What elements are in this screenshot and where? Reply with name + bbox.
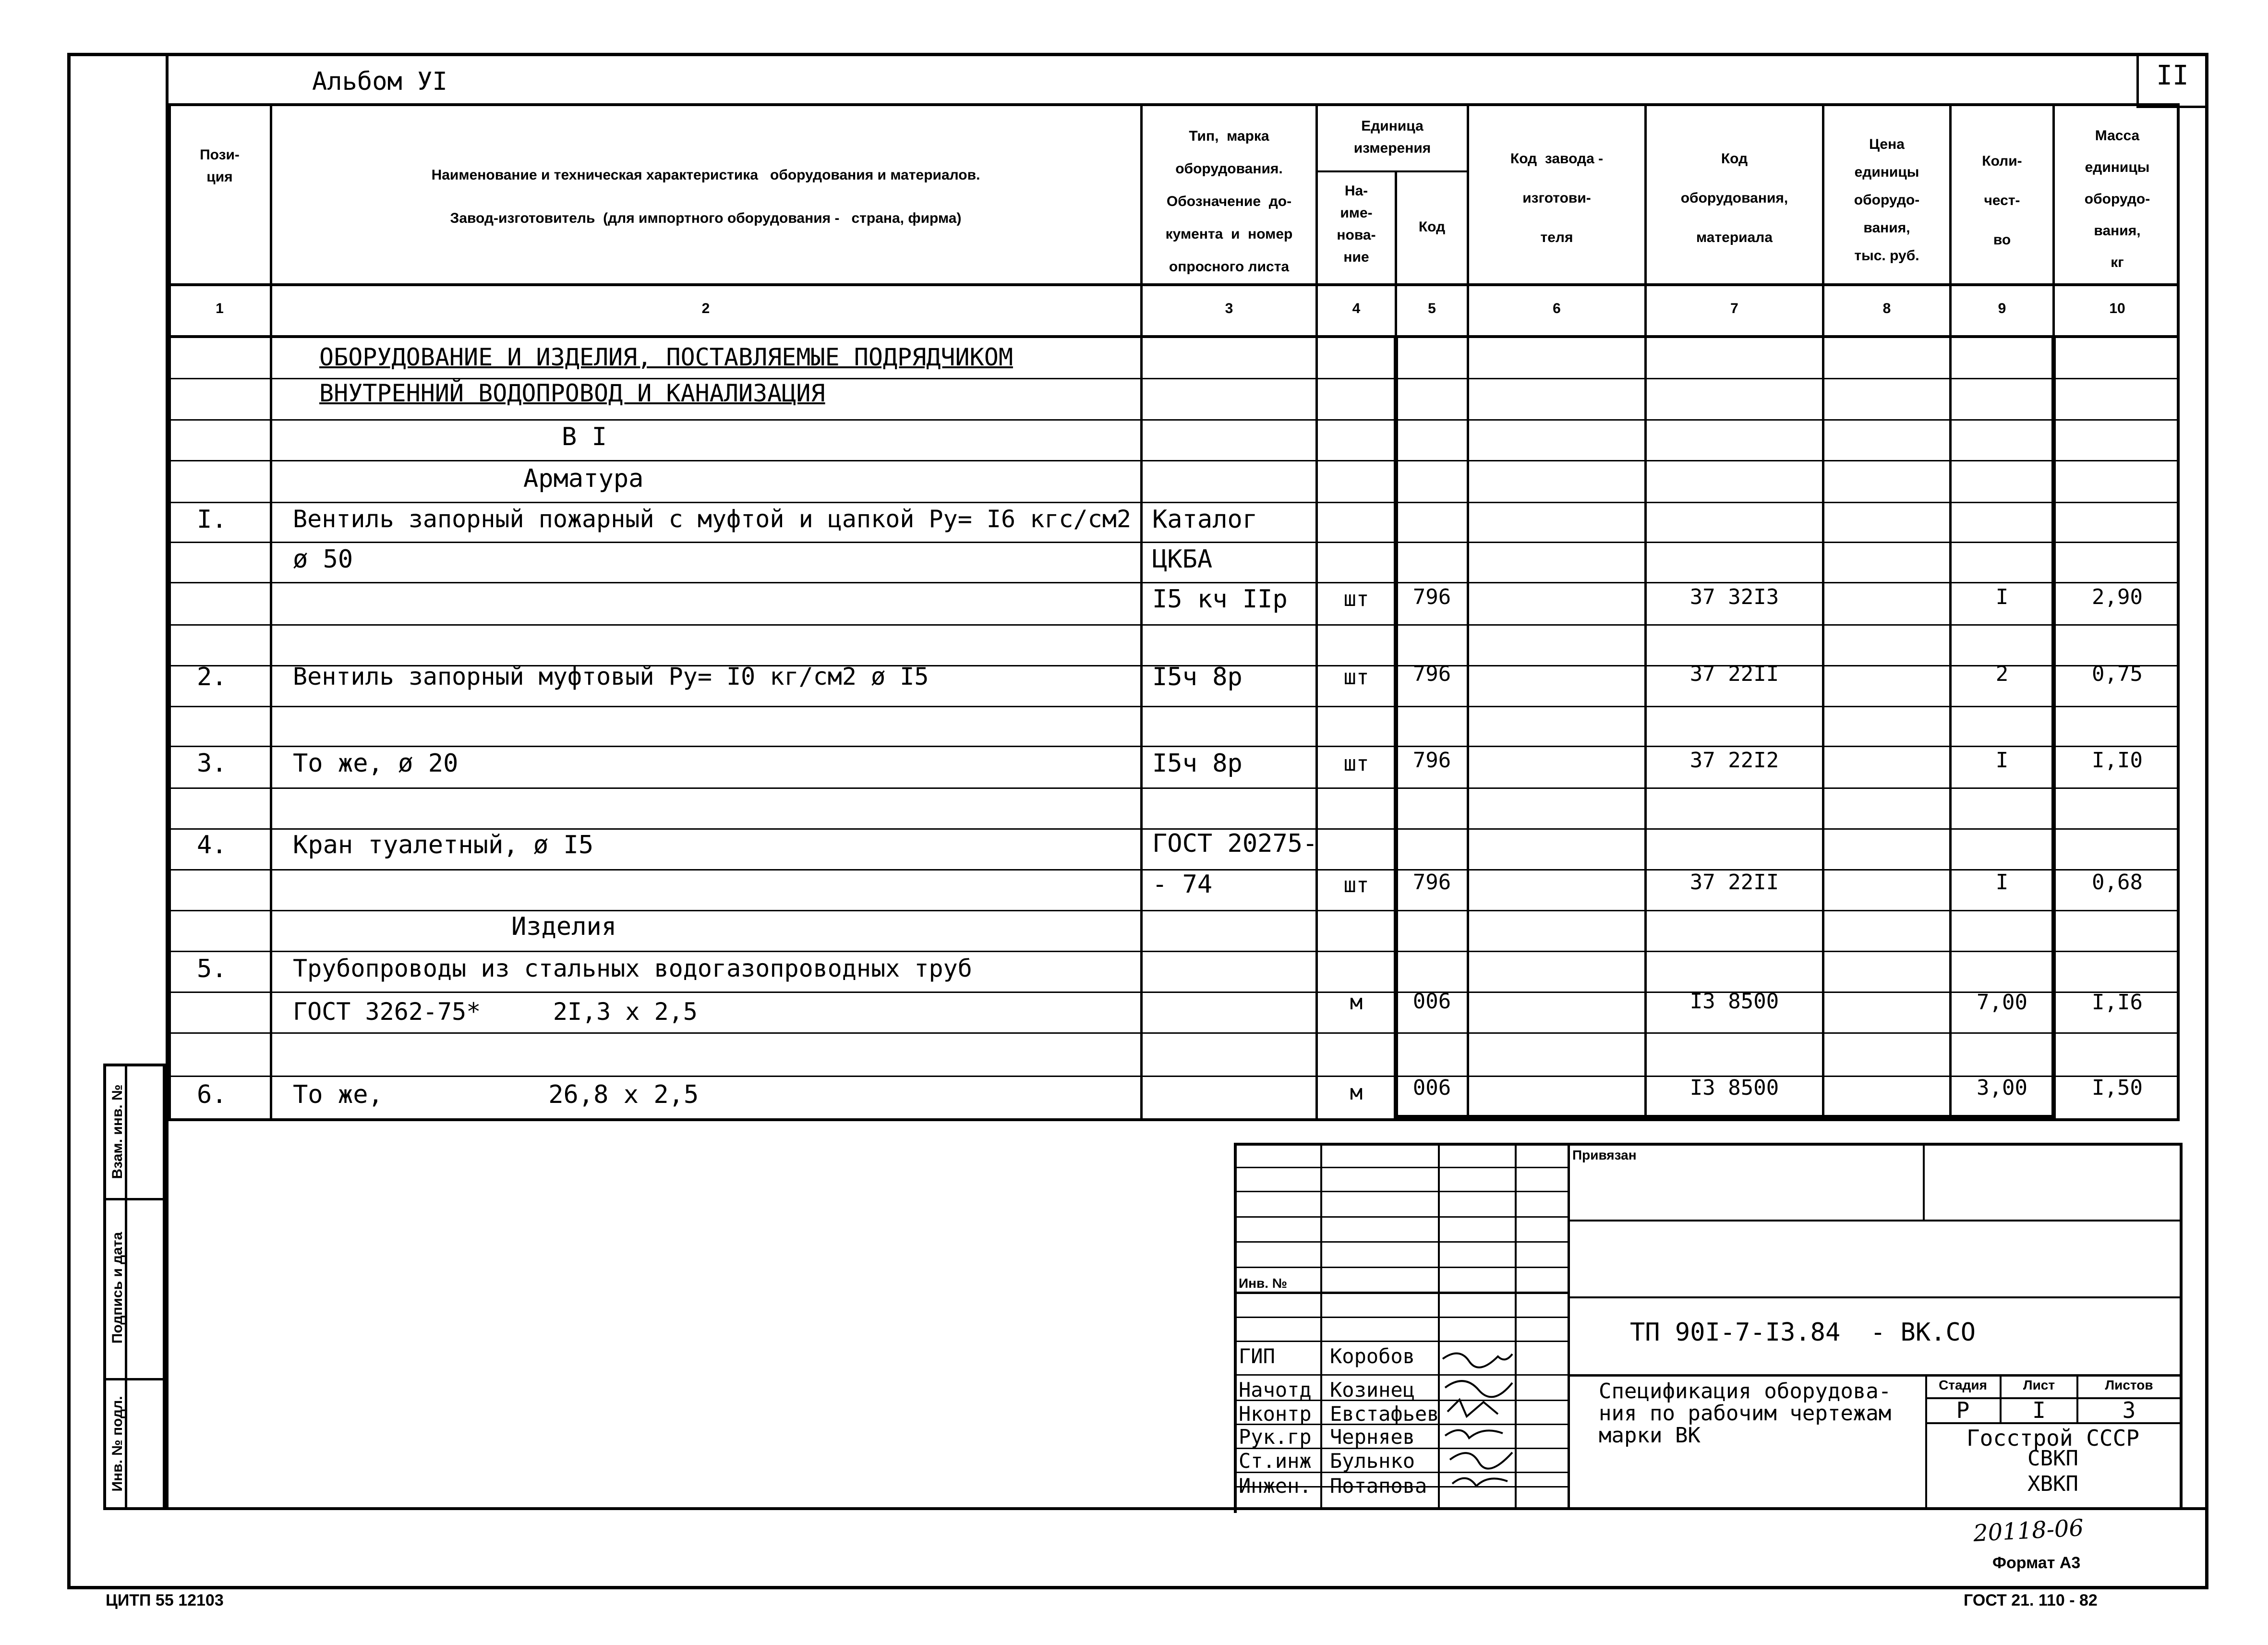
row4-code: 37 22II — [1689, 870, 1779, 895]
row2-unit: шт — [1343, 665, 1369, 689]
org-3: ХВКП — [2027, 1472, 2078, 1496]
col2-header: Наименование и техническая характеристика оборудования и материалов. Завод-изготовитель (для импортного оборудования - страна, фирма) — [431, 167, 980, 226]
row2-qty: 2 — [1995, 662, 2009, 686]
col6-header: Код завода - изготови- теля — [1510, 151, 1604, 245]
row5-mass: I,I6 — [2092, 990, 2143, 1015]
row1-type-2: ЦКБА — [1152, 545, 1213, 574]
row5-position: 5. — [197, 955, 227, 983]
system-label: В I — [562, 423, 607, 451]
row2-mass: 0,75 — [2092, 662, 2143, 686]
row6-mass: I,50 — [2092, 1076, 2143, 1100]
stage-value: Р — [1956, 1397, 1970, 1423]
row1-name: Вентиль запорный пожарный с муфтой и цапкой Ру= I6 кгс/см2 — [293, 505, 1131, 533]
col-num-10: 10 — [2109, 301, 2125, 316]
row5-code: I3 8500 — [1689, 989, 1779, 1014]
unit-group-header: Единица измерения — [1353, 118, 1431, 156]
sheet-label: Лист — [2023, 1378, 2055, 1392]
row3-unit: шт — [1343, 751, 1369, 776]
stage-label: Стадия — [1939, 1378, 1987, 1392]
col8-header: Цена единицы оборудо- вания, тыс. руб. — [1854, 136, 1920, 264]
album-label: Альбом УI — [312, 67, 447, 96]
sign-role-2: Начотд — [1239, 1378, 1312, 1402]
col4-header: На- име- нова- ние — [1337, 183, 1376, 265]
row3-code: 37 22I2 — [1689, 748, 1779, 773]
row6-unit-code: 006 — [1412, 1076, 1451, 1100]
sign-name-1: Коробов — [1330, 1344, 1415, 1368]
doc-description: Спецификация оборудова- ния по рабочим чертежам марки ВК — [1599, 1379, 1892, 1448]
row4-type-2: - 74 — [1152, 870, 1213, 899]
sign-name-3: Евстафьев — [1330, 1402, 1439, 1426]
sign-role-3: Нконтр — [1239, 1402, 1312, 1426]
doc-code: ТП 90I-7-I3.84 - ВК.СО — [1630, 1318, 1976, 1347]
group-armatura: Арматура — [523, 464, 644, 493]
row4-position: 4. — [197, 831, 227, 859]
col5-header: Код — [1418, 219, 1446, 235]
row5-name: Трубопроводы из стальных водогазопроводных труб — [293, 955, 972, 982]
sheet-value: I — [2032, 1397, 2046, 1423]
row4-unit-code: 796 — [1412, 870, 1451, 895]
row5-qty: 7,00 — [1977, 990, 2027, 1015]
org-1: Госстрой СССР — [1966, 1425, 2140, 1451]
row6-code: I3 8500 — [1689, 1076, 1779, 1100]
privyazan-label: Привязан — [1572, 1148, 1637, 1162]
row2-position: 2. — [197, 663, 227, 691]
row1-mass: 2,90 — [2092, 585, 2143, 609]
col-num-3: 3 — [1225, 301, 1233, 316]
row3-type: I5ч 8р — [1152, 749, 1243, 778]
col-num-7: 7 — [1730, 301, 1738, 316]
row2-unit-code: 796 — [1412, 662, 1451, 686]
row1-type-3: I5 кч IIр — [1152, 585, 1288, 614]
row5-unit-code: 006 — [1412, 989, 1451, 1014]
row4-mass: 0,68 — [2092, 870, 2143, 895]
row1-type-1: Каталог — [1152, 505, 1258, 534]
side-label-inv: Инв. № подл. — [109, 1396, 125, 1492]
col-num-2: 2 — [701, 301, 710, 316]
side-label-podpis: Подпись и дата — [109, 1232, 125, 1344]
col-num-8: 8 — [1882, 301, 1891, 316]
col-num-9: 9 — [1998, 301, 2006, 316]
row5-unit: м — [1350, 990, 1363, 1015]
section-title-2: ВНУТРЕННИЙ ВОДОПРОВОД И КАНАЛИЗАЦИЯ — [319, 379, 825, 407]
row6-qty: 3,00 — [1977, 1076, 2027, 1100]
row3-position: 3. — [197, 749, 227, 778]
handwritten-number: 20118-06 — [1972, 1514, 2085, 1547]
col7-header: Код оборудования, материала — [1680, 151, 1788, 245]
sheet-number: II — [2156, 60, 2189, 91]
sign-role-4: Рук.гр — [1239, 1425, 1312, 1449]
section-title-1: ОБОРУДОВАНИЕ И ИЗДЕЛИЯ, ПОСТАВЛЯЕМЫЕ ПОДРЯДЧИКОМ — [319, 343, 1013, 371]
sign-role-1: ГИП — [1239, 1344, 1275, 1368]
row1-unit: шт — [1343, 587, 1369, 611]
org-2: СВКП — [2027, 1446, 2078, 1471]
sign-name-2: Козинец — [1330, 1378, 1415, 1402]
sign-name-5: Бульнко — [1330, 1449, 1415, 1473]
signature-scribbles — [1440, 1344, 1517, 1508]
row1-name-2: ø 50 — [293, 545, 353, 574]
row3-mass: I,I0 — [2092, 748, 2143, 773]
col-num-6: 6 — [1553, 301, 1561, 316]
row3-unit-code: 796 — [1412, 748, 1451, 773]
row6-name: То же, 26,8 х 2,5 — [293, 1080, 699, 1109]
sign-role-6: Инжен. — [1239, 1474, 1312, 1498]
col-num-4: 4 — [1352, 301, 1361, 316]
row4-qty: I — [1995, 870, 2009, 895]
col3-header: Тип, марка оборудования. Обозначение до- кумента и номер опросного листа — [1165, 128, 1293, 275]
row1-code: 37 32I3 — [1689, 585, 1779, 609]
row6-unit: м — [1350, 1080, 1363, 1105]
row1-qty: I — [1995, 585, 2009, 609]
col9-header: Коли- чест- во — [1982, 153, 2022, 248]
row3-name: То же, ø 20 — [293, 749, 458, 778]
row5-name-2: ГОСТ 3262-75* 2I,3 х 2,5 — [293, 998, 698, 1026]
row4-unit: шт — [1343, 873, 1369, 897]
side-label-vzam: Взам. инв. № — [109, 1084, 125, 1179]
row1-position: I. — [197, 505, 227, 534]
footer-right: ГОСТ 21. 110 - 82 — [1964, 1591, 2098, 1609]
row2-code: 37 22II — [1689, 662, 1779, 686]
format-label: Формат А3 — [1992, 1554, 2081, 1572]
group-izdeliya: Изделия — [511, 912, 617, 941]
sign-name-6: Потапова — [1330, 1474, 1427, 1498]
col1-header: Пози- ция — [200, 147, 240, 185]
row1-unit-code: 796 — [1412, 585, 1451, 609]
col-num-5: 5 — [1428, 301, 1436, 316]
row2-name: Вентиль запорный муфтовый Ру= I0 кг/см2 ø I5 — [293, 663, 929, 690]
sheets-label: Листов — [2105, 1378, 2153, 1392]
row3-qty: I — [1995, 748, 2009, 773]
inv-label: Инв. № — [1239, 1276, 1288, 1291]
col-num-1: 1 — [216, 301, 224, 316]
sign-name-4: Черняев — [1330, 1425, 1415, 1449]
footer-left: ЦИТП 55 12103 — [106, 1591, 224, 1609]
col10-header: Масса единицы оборудо- вания, кг — [2084, 128, 2150, 270]
row6-position: 6. — [197, 1080, 227, 1109]
row4-type-1: ГОСТ 20275- — [1152, 829, 1318, 858]
row2-type: I5ч 8р — [1152, 663, 1243, 691]
row4-name: Кран туалетный, ø I5 — [293, 831, 594, 859]
sheets-value: 3 — [2122, 1397, 2136, 1423]
sign-role-5: Ст.инж — [1239, 1449, 1312, 1473]
